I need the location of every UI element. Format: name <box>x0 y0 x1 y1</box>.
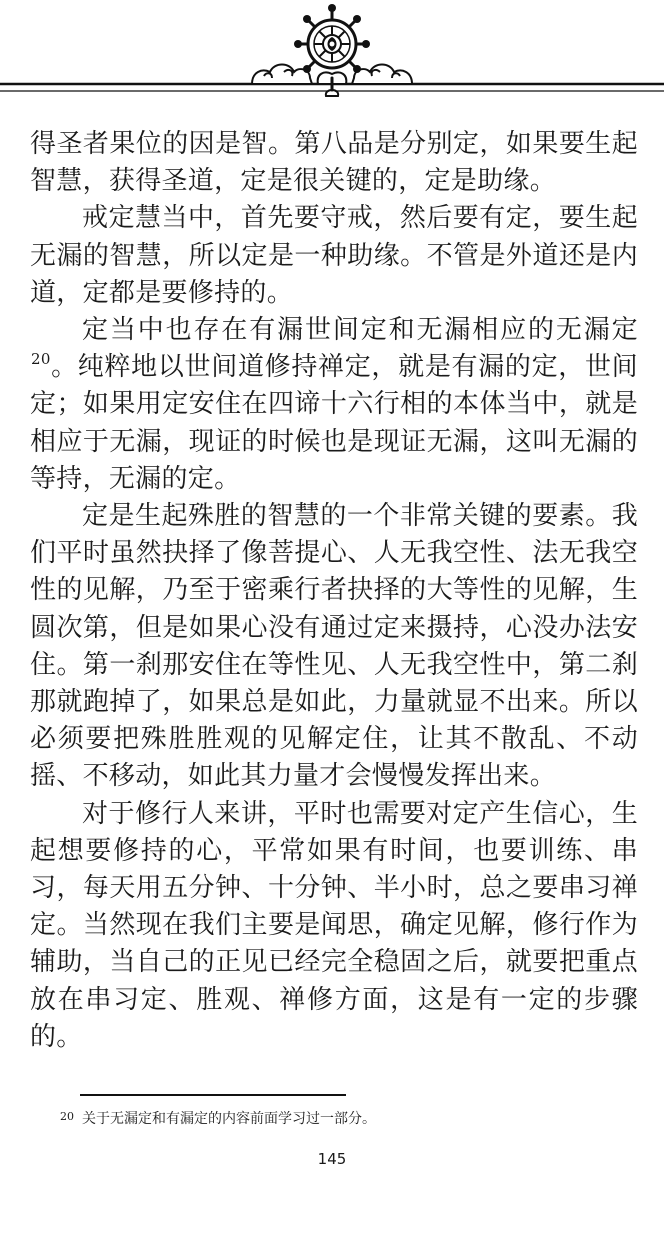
footnote <box>60 1107 620 1129</box>
footnote-reference[interactable]: 20 <box>31 350 51 369</box>
dharma-wheel-header-ornament <box>0 0 664 110</box>
footnote-divider <box>80 1094 346 1096</box>
paragraph: 对于修行人来讲，平时也需要对定产生信心，生起想要修持的心，平常如果有时间，也要训练、串习，每天用五分钟、十分钟、半小时，总之要串习禅定。当然现在我们主要是闻思，确定见解，修行作为辅助，当自己的正见已经完全稳固之后，就要把重点放在串习定、胜观、禅修方面，这是有一定的步骤的。 <box>30 798 638 1052</box>
footnote-text: 关于无漏定和有漏定的内容前面学习过一部分。 <box>82 1111 376 1127</box>
paragraph-text: 定当中也存在有漏世间定和无漏相应的无漏定 <box>82 315 638 346</box>
paragraph-continuation: 得圣者果位的因是智。第八品是分别定，如果要生起智慧，获得圣道，定是很关键的，定是助缘。 <box>30 129 638 197</box>
paragraph: 戒定慧当中，首先要守戒，然后要有定，要生起无漏的智慧，所以定是一种助缘。不管是外道还是内道，定都是要修持的。 <box>30 203 638 308</box>
page-number: 145 <box>317 1150 347 1168</box>
paragraph-text: 纯粹地以世间道修持禅定，就是有漏的定，世间定；如果用定安住在四谛十六行相的本体当中，就是相应于无漏，现证的时候也是现证无漏，这叫无漏的等持，无漏的定。 <box>30 352 638 494</box>
paragraph: 定是生起殊胜的智慧的一个非常关键的要素。我们平时虽然抉择了像菩提心、人无我空性、法无我空性的见解，乃至于密乘行者抉择的大等性的见解，生圆次第，但是如果心没有通过定来摄持，心没办法安住。第一刹那安住在等性见、人无我空性中，第二刹那就跑掉了，如果总是如此，力量就显不出来。所以必须要把殊胜胜观的见解定住，让其不散乱、不动摇、不移动，如此其力量才会慢慢发挥出来。 <box>30 501 638 792</box>
paragraph-with-footnote: 定当中也存在有漏世间定和无漏相应的无漏定$^{20}$。纯粹地以世间道修持禅定，就是有漏的定，世间定；如果用定安住在四谛十六行相的本体当中，就是相应于无漏，现证的时候也是现证无漏，这叫无漏的等持，无漏的定。 <box>30 315 638 494</box>
main-text-body <box>30 126 638 1056</box>
footnote-number: 20 <box>60 1110 74 1123</box>
